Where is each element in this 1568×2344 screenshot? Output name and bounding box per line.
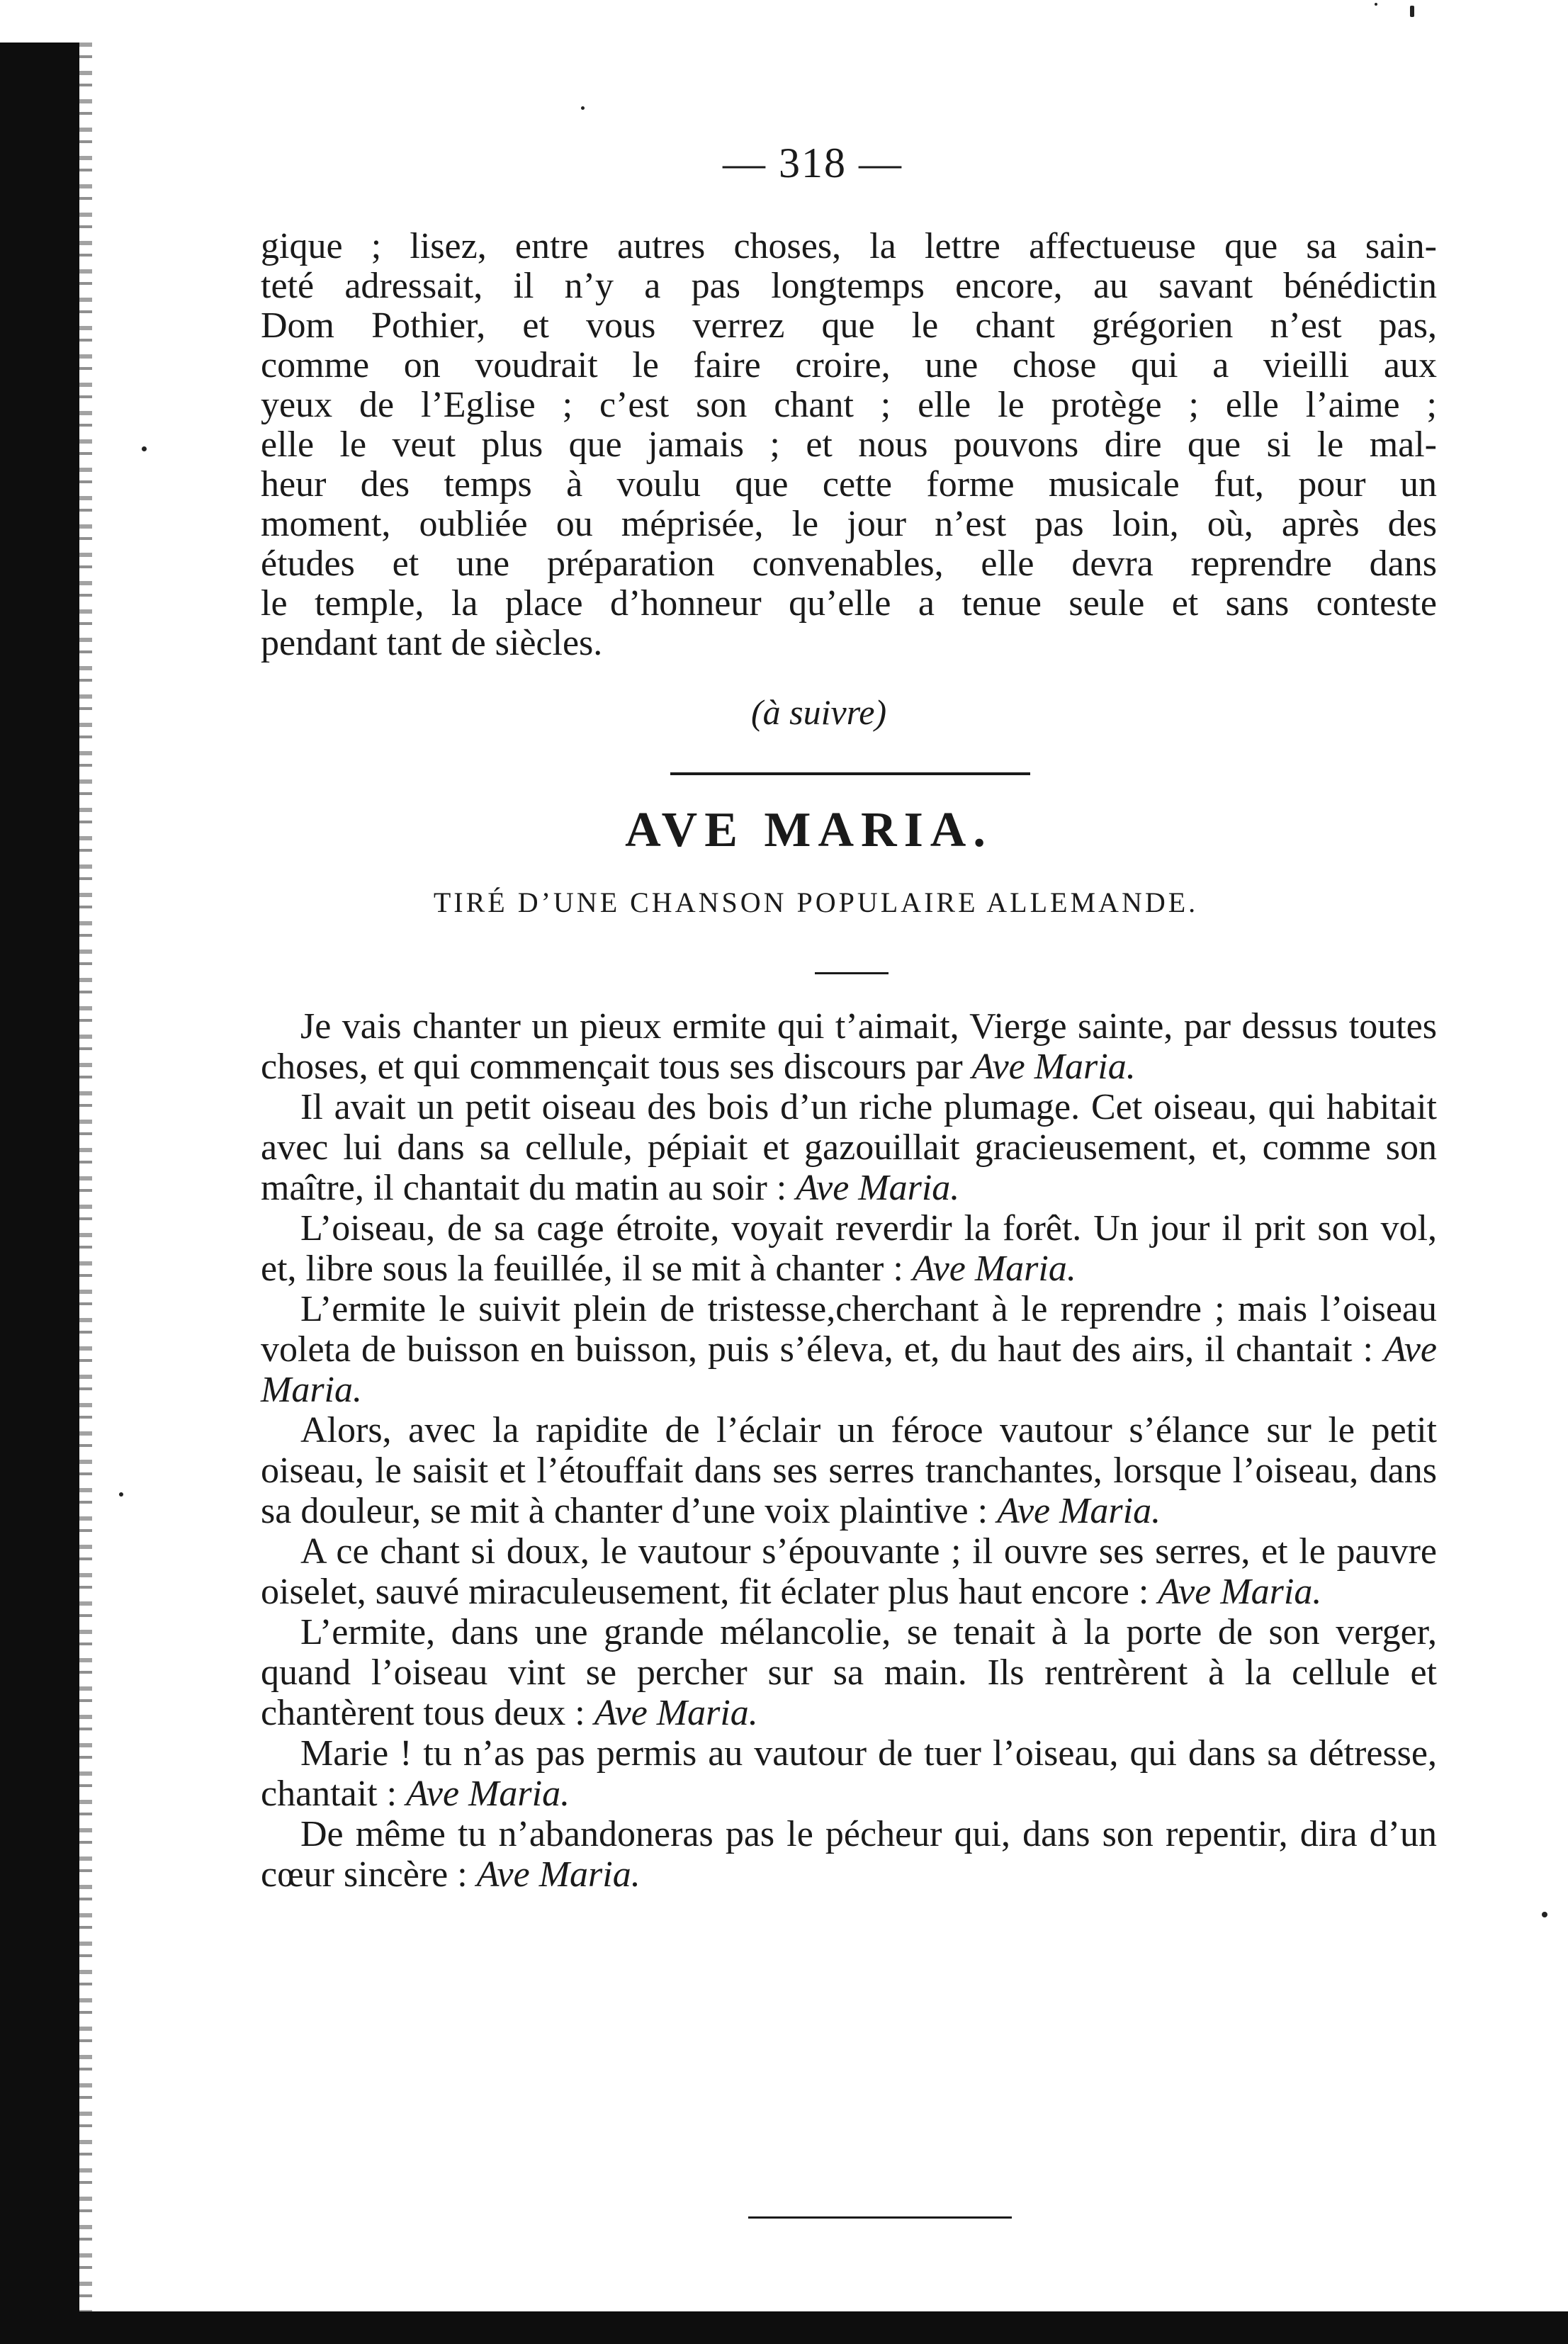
intro-line: gique ; lisez, entre autres choses, la lettre affectueuse que sa sain- (261, 226, 1437, 266)
refrain-ave-maria: Ave Maria. (594, 1693, 758, 1733)
scan-speck (1375, 3, 1377, 6)
article-body (261, 1006, 1437, 1895)
refrain-ave-maria: Ave Maria. (476, 1854, 641, 1895)
intro-line: heur des temps à voulu que cette forme musicale fut, pour un (261, 464, 1437, 505)
paragraph-text: L’ermite le suivit plein de tristesse,cherchant à le reprendre ; mais l’oiseau voleta de buisson en buisson, puis s’éleva, et, du haut des airs, il chantait : (261, 1289, 1437, 1370)
scan-bottom-edge (0, 2311, 1568, 2344)
article-title: AVE MARIA. (625, 803, 993, 857)
scan-speck (581, 106, 585, 110)
scan-binding-shadow (0, 43, 79, 2344)
intro-line: elle le veut plus que jamais ; et nous pouvons dire que si le mal- (261, 424, 1437, 465)
refrain-ave-maria: Ave Maria. (1158, 1572, 1322, 1612)
scan-speck (1542, 1912, 1547, 1917)
article-paragraph (261, 1289, 1437, 1410)
paragraph-text: Je vais chanter un pieux ermite qui t’aimait, Vierge sainte, par dessus toutes choses, et qui commençait tous ses discours par (261, 1006, 1437, 1087)
intro-line: Dom Pothier, et vous verrez que le chant grégorien n’est pas, (261, 305, 1437, 346)
intro-line: le temple, la place d’honneur qu’elle a tenue seule et sans conteste (261, 583, 1437, 624)
refrain-ave-maria: Ave Maria. (406, 1774, 570, 1814)
intro-line: comme on voudrait le faire croire, une chose qui a vieilli aux (261, 345, 1437, 385)
paragraph-text: Il avait un petit oiseau des bois d’un riche plumage. Cet oiseau, qui habitait avec lui dans sa cellule, pépiait et gazouillait gracieusement, et, comme son maître, il chantait du matin au soir : (261, 1087, 1437, 1208)
paragraph-text: De même tu n’abandoneras pas le pécheur qui, dans son repentir, dira d’un cœur sincère : (261, 1814, 1437, 1895)
paragraph-text: Alors, avec la rapidite de l’éclair un féroce vautour s’élance sur le petit oiseau, le saisit et l’étouffait dans ses serres tranchantes, lorsque l’oiseau, dans sa douleur, se mit à chanter d’une voix plaintive : (261, 1410, 1437, 1531)
article-paragraph (261, 1087, 1437, 1208)
intro-line: pendant tant de siècles. (261, 623, 603, 663)
article-paragraph (261, 1531, 1437, 1612)
refrain-ave-maria: Ave Maria. (997, 1491, 1161, 1531)
article-paragraph (261, 1208, 1437, 1289)
intro-line: teté adressait, il n’y a pas longtemps encore, au savant bénédictin (261, 266, 1437, 306)
page-number: — 318 — (723, 140, 903, 186)
intro-line: études et une préparation convenables, elle devra reprendre dans (261, 543, 1437, 584)
paragraph-text: L’ermite, dans une grande mélancolie, se tenait à la porte de son verger, quand l’oiseau vint se percher sur sa main. Ils rentrèrent à la cellule et chantèrent tous deux : (261, 1612, 1437, 1733)
scan-speck (1410, 6, 1414, 17)
refrain-ave-maria: Ave Maria. (261, 1329, 1437, 1410)
intro-line: moment, oubliée ou méprisée, le jour n’est pas loin, où, après des (261, 504, 1437, 544)
article-paragraph (261, 1814, 1437, 1895)
title-divider (815, 972, 889, 974)
scan-speck (142, 446, 147, 451)
intro-paragraph (261, 227, 1437, 663)
refrain-ave-maria: Ave Maria. (796, 1168, 960, 1208)
scan-binding-edge (79, 43, 92, 2344)
paragraph-text: Marie ! tu n’as pas permis au vautour de tuer l’oiseau, qui dans sa détresse, chantait : (261, 1733, 1437, 1814)
section-divider (670, 772, 1030, 775)
scan-speck (119, 1492, 123, 1497)
paragraph-text: L’oiseau, de sa cage étroite, voyait reverdir la forêt. Un jour il prit son vol, et, libre sous la feuillée, il se mit à chanter : (261, 1208, 1437, 1289)
article-subtitle: TIRÉ D’UNE CHANSON POPULAIRE ALLEMANDE. (433, 886, 1199, 918)
article-paragraph (261, 1410, 1437, 1531)
refrain-ave-maria: Ave Maria. (912, 1249, 1076, 1289)
end-divider (748, 2216, 1012, 2219)
intro-line: yeux de l’Eglise ; c’est son chant ; elle le protège ; elle l’aime ; (261, 385, 1437, 425)
continuation-note: (à suivre) (751, 692, 887, 732)
article-paragraph (261, 1733, 1437, 1814)
paragraph-text: A ce chant si doux, le vautour s’épouvante ; il ouvre ses serres, et le pauvre oiselet, sauvé miraculeusement, fit éclater plus haut encore : (261, 1531, 1437, 1612)
article-paragraph (261, 1006, 1437, 1087)
article-paragraph (261, 1612, 1437, 1733)
refrain-ave-maria: Ave Maria. (971, 1047, 1136, 1087)
